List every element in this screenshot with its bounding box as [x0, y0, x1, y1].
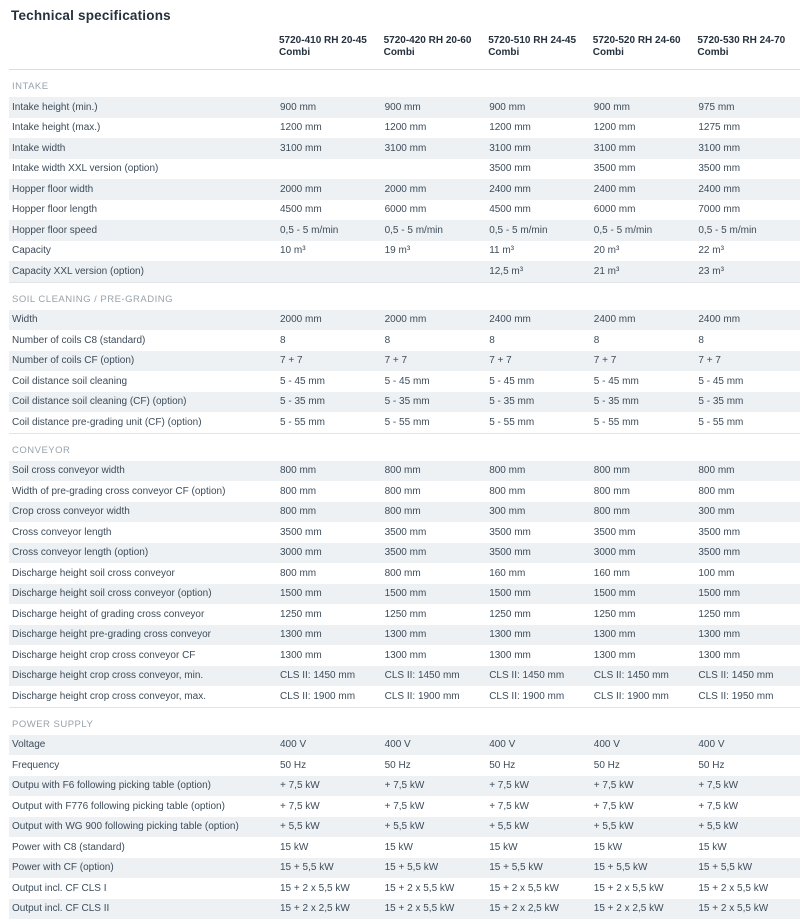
section-title: SOIL CLEANING / PRE-GRADING [9, 282, 800, 310]
spec-value: 50 Hz [382, 755, 487, 776]
spec-value: 3100 mm [591, 138, 696, 159]
spec-value: 800 mm [486, 461, 591, 482]
spec-value: 900 mm [277, 97, 382, 118]
spec-row [9, 461, 800, 482]
spec-value: 15 + 2 x 5,5 kW [591, 878, 696, 899]
spec-value: 15 + 2 x 5,5 kW [695, 878, 800, 899]
spec-value: 50 Hz [277, 755, 382, 776]
spec-value: 5 - 55 mm [277, 412, 382, 433]
spec-value: 800 mm [277, 461, 382, 482]
spec-value: 15 kW [486, 837, 591, 858]
spec-row-label: Outpu with F6 following picking table (option) [9, 776, 277, 797]
spec-value: + 7,5 kW [277, 796, 382, 817]
column-header-model-3: 5720-510 RH 24-45 Combi [486, 29, 591, 70]
spec-value: 6000 mm [591, 200, 696, 221]
spec-value: 15 + 2 x 5,5 kW [277, 878, 382, 899]
spec-value: CLS II: 1450 mm [277, 666, 382, 687]
spec-value: 1500 mm [486, 584, 591, 605]
spec-value: 0,5 - 5 m/min [382, 220, 487, 241]
spec-row [9, 371, 800, 392]
spec-value: + 7,5 kW [591, 776, 696, 797]
spec-value: CLS II: 1900 mm [486, 686, 591, 707]
spec-row-label: Frequency [9, 755, 277, 776]
spec-value: 8 [277, 330, 382, 351]
spec-row-label: Cross conveyor length [9, 522, 277, 543]
spec-value: + 5,5 kW [591, 817, 696, 838]
spec-value: 8 [382, 330, 487, 351]
spec-value: 2400 mm [695, 179, 800, 200]
spec-value: 8 [695, 330, 800, 351]
spec-value: + 7,5 kW [695, 796, 800, 817]
spec-value: 7000 mm [695, 200, 800, 221]
spec-value: 15 + 2 x 2,5 kW [486, 899, 591, 919]
spec-row-label: Power with C8 (standard) [9, 837, 277, 858]
spec-row [9, 502, 800, 523]
spec-value: 2000 mm [382, 310, 487, 331]
spec-value: 800 mm [486, 481, 591, 502]
spec-value: 1200 mm [382, 118, 487, 139]
spec-value: 5 - 55 mm [695, 412, 800, 433]
spec-value: 1500 mm [591, 584, 696, 605]
spec-row [9, 858, 800, 879]
spec-row [9, 522, 800, 543]
spec-row-label: Intake width [9, 138, 277, 159]
spec-row-label: Intake height (max.) [9, 118, 277, 139]
spec-value: 400 V [486, 735, 591, 756]
spec-value: + 5,5 kW [486, 817, 591, 838]
spec-row [9, 776, 800, 797]
spec-row-label: Capacity XXL version (option) [9, 261, 277, 282]
spec-row-label: Crop cross conveyor width [9, 502, 277, 523]
spec-value: 3100 mm [486, 138, 591, 159]
section-header-row [9, 707, 800, 735]
spec-row [9, 159, 800, 180]
spec-row [9, 392, 800, 413]
spec-row-label: Number of coils C8 (standard) [9, 330, 277, 351]
spec-value: CLS II: 1950 mm [695, 686, 800, 707]
spec-value: 22 m³ [695, 241, 800, 262]
spec-row [9, 735, 800, 756]
spec-row [9, 261, 800, 282]
spec-row [9, 200, 800, 221]
spec-row [9, 351, 800, 372]
spec-value: 800 mm [382, 502, 487, 523]
column-header-model-4: 5720-520 RH 24-60 Combi [591, 29, 696, 70]
spec-value: 3500 mm [486, 543, 591, 564]
spec-value: + 7,5 kW [382, 776, 487, 797]
spec-value: 3500 mm [695, 522, 800, 543]
spec-row [9, 666, 800, 687]
spec-value: 8 [591, 330, 696, 351]
spec-value: + 5,5 kW [382, 817, 487, 838]
spec-row-label: Number of coils CF (option) [9, 351, 277, 372]
spec-value: 15 + 2 x 5,5 kW [382, 878, 487, 899]
spec-value: 3500 mm [591, 522, 696, 543]
spec-value: 3500 mm [695, 543, 800, 564]
spec-row-label: Discharge height soil cross conveyor [9, 563, 277, 584]
spec-row [9, 686, 800, 707]
spec-value: 15 kW [277, 837, 382, 858]
spec-value: + 7,5 kW [277, 776, 382, 797]
spec-value: 5 - 45 mm [486, 371, 591, 392]
spec-row [9, 625, 800, 646]
spec-value: 0,5 - 5 m/min [277, 220, 382, 241]
spec-table-header [9, 29, 800, 70]
spec-value: 19 m³ [382, 241, 487, 262]
spec-value: 0,5 - 5 m/min [695, 220, 800, 241]
spec-row [9, 241, 800, 262]
spec-value: 800 mm [277, 563, 382, 584]
column-header-row [9, 29, 800, 70]
column-header-model-5: 5720-530 RH 24-70 Combi [695, 29, 800, 70]
spec-value: CLS II: 1450 mm [695, 666, 800, 687]
spec-value: 50 Hz [591, 755, 696, 776]
spec-row-label: Voltage [9, 735, 277, 756]
spec-value: 5 - 35 mm [382, 392, 487, 413]
spec-value: 3000 mm [591, 543, 696, 564]
spec-value: 3500 mm [591, 159, 696, 180]
spec-value: CLS II: 1900 mm [277, 686, 382, 707]
spec-value: 5 - 45 mm [591, 371, 696, 392]
spec-row-label: Discharge height crop cross conveyor, min. [9, 666, 277, 687]
spec-value: 3000 mm [277, 543, 382, 564]
spec-row-label: Coil distance soil cleaning (CF) (option) [9, 392, 277, 413]
spec-value: 2400 mm [695, 310, 800, 331]
spec-value: 15 + 5,5 kW [591, 858, 696, 879]
spec-value: 800 mm [277, 481, 382, 502]
spec-value: 20 m³ [591, 241, 696, 262]
spec-row-label: Intake width XXL version (option) [9, 159, 277, 180]
spec-value: + 5,5 kW [277, 817, 382, 838]
spec-row [9, 543, 800, 564]
spec-value: 15 + 5,5 kW [486, 858, 591, 879]
spec-value: 10 m³ [277, 241, 382, 262]
spec-row-label: Capacity [9, 241, 277, 262]
spec-value: 1300 mm [591, 625, 696, 646]
spec-value: 1200 mm [277, 118, 382, 139]
spec-value: 1250 mm [277, 604, 382, 625]
spec-row-label: Hopper floor length [9, 200, 277, 221]
spec-value: 800 mm [382, 481, 487, 502]
spec-value: 1275 mm [695, 118, 800, 139]
spec-row [9, 645, 800, 666]
section-header-row [9, 282, 800, 310]
section-title: INTAKE [9, 70, 800, 98]
spec-value: 2400 mm [486, 179, 591, 200]
spec-value: 1300 mm [486, 625, 591, 646]
spec-value: 1300 mm [695, 625, 800, 646]
spec-value: 15 + 2 x 2,5 kW [591, 899, 696, 919]
spec-value: 1300 mm [382, 625, 487, 646]
spec-value: 7 + 7 [382, 351, 487, 372]
spec-value: 2400 mm [486, 310, 591, 331]
spec-row [9, 412, 800, 433]
spec-value: 7 + 7 [695, 351, 800, 372]
spec-value: 3100 mm [277, 138, 382, 159]
spec-value: 1300 mm [277, 625, 382, 646]
spec-value: 1250 mm [591, 604, 696, 625]
spec-value: 50 Hz [695, 755, 800, 776]
section-title: POWER SUPPLY [9, 707, 800, 735]
spec-value: + 7,5 kW [382, 796, 487, 817]
spec-value: 2000 mm [277, 310, 382, 331]
spec-value: 5 - 35 mm [277, 392, 382, 413]
spec-value: 800 mm [695, 461, 800, 482]
spec-value: 8 [486, 330, 591, 351]
spec-row-label: Discharge height crop cross conveyor CF [9, 645, 277, 666]
spec-value: 400 V [277, 735, 382, 756]
spec-value: 900 mm [382, 97, 487, 118]
spec-value [277, 159, 382, 180]
spec-value: 5 - 45 mm [695, 371, 800, 392]
spec-row-label: Coil distance soil cleaning [9, 371, 277, 392]
spec-value: 3500 mm [277, 522, 382, 543]
spec-value: 400 V [382, 735, 487, 756]
spec-row [9, 310, 800, 331]
spec-value: 3500 mm [382, 543, 487, 564]
spec-value: 900 mm [486, 97, 591, 118]
spec-row-label: Hopper floor speed [9, 220, 277, 241]
spec-value: 2000 mm [277, 179, 382, 200]
spec-row [9, 837, 800, 858]
spec-row [9, 481, 800, 502]
spec-value: + 7,5 kW [486, 776, 591, 797]
spec-value: 15 kW [695, 837, 800, 858]
spec-row-label: Width [9, 310, 277, 331]
spec-value: 7 + 7 [591, 351, 696, 372]
spec-value: 400 V [695, 735, 800, 756]
spec-value: 7 + 7 [486, 351, 591, 372]
spec-row [9, 899, 800, 919]
spec-value: + 7,5 kW [591, 796, 696, 817]
spec-value: 3100 mm [695, 138, 800, 159]
page-title: Technical specifications [11, 8, 800, 23]
spec-value: 4500 mm [486, 200, 591, 221]
spec-value: CLS II: 1450 mm [382, 666, 487, 687]
spec-table [9, 29, 800, 919]
empty-header-cell [9, 29, 277, 70]
spec-value: 5 - 55 mm [382, 412, 487, 433]
spec-value: 5 - 45 mm [382, 371, 487, 392]
spec-value: 100 mm [695, 563, 800, 584]
spec-value: CLS II: 1450 mm [486, 666, 591, 687]
spec-row [9, 878, 800, 899]
spec-value: 15 + 2 x 5,5 kW [382, 899, 487, 919]
spec-value: 4500 mm [277, 200, 382, 221]
spec-value: 3500 mm [382, 522, 487, 543]
spec-value: 1500 mm [277, 584, 382, 605]
spec-value: 1500 mm [382, 584, 487, 605]
spec-value: 15 + 5,5 kW [382, 858, 487, 879]
spec-row-label: Discharge height soil cross conveyor (option) [9, 584, 277, 605]
spec-value: 800 mm [277, 502, 382, 523]
spec-value: 23 m³ [695, 261, 800, 282]
spec-value: 3100 mm [382, 138, 487, 159]
spec-value: 800 mm [591, 502, 696, 523]
spec-value: 5 - 35 mm [695, 392, 800, 413]
spec-value: 15 + 5,5 kW [277, 858, 382, 879]
spec-value: 800 mm [382, 563, 487, 584]
spec-value: 1250 mm [695, 604, 800, 625]
spec-value: 300 mm [486, 502, 591, 523]
spec-row [9, 97, 800, 118]
spec-value: 400 V [591, 735, 696, 756]
spec-value: 5 - 35 mm [486, 392, 591, 413]
spec-value: 15 + 2 x 2,5 kW [277, 899, 382, 919]
spec-row-label: Output with F776 following picking table (option) [9, 796, 277, 817]
spec-value: 160 mm [486, 563, 591, 584]
spec-value: 900 mm [591, 97, 696, 118]
spec-value: 1500 mm [695, 584, 800, 605]
spec-row-label: Output with WG 900 following picking table (option) [9, 817, 277, 838]
spec-value: 21 m³ [591, 261, 696, 282]
spec-value: 5 - 35 mm [591, 392, 696, 413]
spec-value: 160 mm [591, 563, 696, 584]
spec-row [9, 584, 800, 605]
spec-table-body [9, 70, 800, 919]
spec-value: 800 mm [591, 481, 696, 502]
spec-row-label: Discharge height crop cross conveyor, max. [9, 686, 277, 707]
spec-row [9, 796, 800, 817]
section-title: CONVEYOR [9, 433, 800, 461]
spec-value: CLS II: 1900 mm [591, 686, 696, 707]
spec-value: 800 mm [695, 481, 800, 502]
spec-value: 3500 mm [486, 159, 591, 180]
spec-value: + 5,5 kW [695, 817, 800, 838]
spec-row-label: Power with CF (option) [9, 858, 277, 879]
spec-value: 0,5 - 5 m/min [591, 220, 696, 241]
spec-value: 5 - 55 mm [591, 412, 696, 433]
spec-value: 12,5 m³ [486, 261, 591, 282]
column-header-model-1: 5720-410 RH 20-45 Combi [277, 29, 382, 70]
spec-value: 1300 mm [486, 645, 591, 666]
spec-value: 3500 mm [486, 522, 591, 543]
spec-value: CLS II: 1900 mm [382, 686, 487, 707]
spec-value: 1300 mm [382, 645, 487, 666]
spec-row-label: Intake height (min.) [9, 97, 277, 118]
spec-value: 7 + 7 [277, 351, 382, 372]
spec-row-label: Discharge height of grading cross conveyor [9, 604, 277, 625]
spec-value: 15 + 5,5 kW [695, 858, 800, 879]
spec-value: 800 mm [591, 461, 696, 482]
spec-row-label: Hopper floor width [9, 179, 277, 200]
spec-value: 15 + 2 x 5,5 kW [486, 878, 591, 899]
spec-value: 800 mm [382, 461, 487, 482]
spec-value: 1200 mm [486, 118, 591, 139]
spec-value: 1250 mm [382, 604, 487, 625]
spec-value: 3500 mm [695, 159, 800, 180]
spec-value: 2400 mm [591, 310, 696, 331]
spec-value [277, 261, 382, 282]
spec-value: 0,5 - 5 m/min [486, 220, 591, 241]
spec-value: 15 kW [591, 837, 696, 858]
spec-row [9, 563, 800, 584]
spec-row-label: Output incl. CF CLS I [9, 878, 277, 899]
spec-row [9, 138, 800, 159]
spec-row-label: Cross conveyor length (option) [9, 543, 277, 564]
spec-row-label: Output incl. CF CLS II [9, 899, 277, 919]
spec-value: + 7,5 kW [695, 776, 800, 797]
spec-value: 1300 mm [277, 645, 382, 666]
spec-row [9, 755, 800, 776]
section-header-row [9, 433, 800, 461]
spec-value: 1300 mm [695, 645, 800, 666]
spec-row [9, 604, 800, 625]
spec-row-label: Coil distance pre-grading unit (CF) (option) [9, 412, 277, 433]
spec-value: 1300 mm [591, 645, 696, 666]
spec-row [9, 817, 800, 838]
spec-value: 6000 mm [382, 200, 487, 221]
spec-row-label: Soil cross conveyor width [9, 461, 277, 482]
spec-row [9, 179, 800, 200]
spec-value: 1250 mm [486, 604, 591, 625]
spec-value: 50 Hz [486, 755, 591, 776]
spec-value: + 7,5 kW [486, 796, 591, 817]
spec-value: 2400 mm [591, 179, 696, 200]
spec-value: 975 mm [695, 97, 800, 118]
spec-row [9, 118, 800, 139]
spec-value: 5 - 55 mm [486, 412, 591, 433]
spec-value: 2000 mm [382, 179, 487, 200]
spec-value: 1200 mm [591, 118, 696, 139]
spec-value: 5 - 45 mm [277, 371, 382, 392]
spec-value: 11 m³ [486, 241, 591, 262]
spec-value: CLS II: 1450 mm [591, 666, 696, 687]
spec-value: 15 kW [382, 837, 487, 858]
column-header-model-2: 5720-420 RH 20-60 Combi [382, 29, 487, 70]
spec-row-label: Width of pre-grading cross conveyor CF (option) [9, 481, 277, 502]
section-header-row [9, 70, 800, 98]
spec-value [382, 261, 487, 282]
spec-value: 300 mm [695, 502, 800, 523]
spec-value: 15 + 2 x 5,5 kW [695, 899, 800, 919]
spec-value [382, 159, 487, 180]
spec-row [9, 330, 800, 351]
spec-row-label: Discharge height pre-grading cross conveyor [9, 625, 277, 646]
spec-row [9, 220, 800, 241]
